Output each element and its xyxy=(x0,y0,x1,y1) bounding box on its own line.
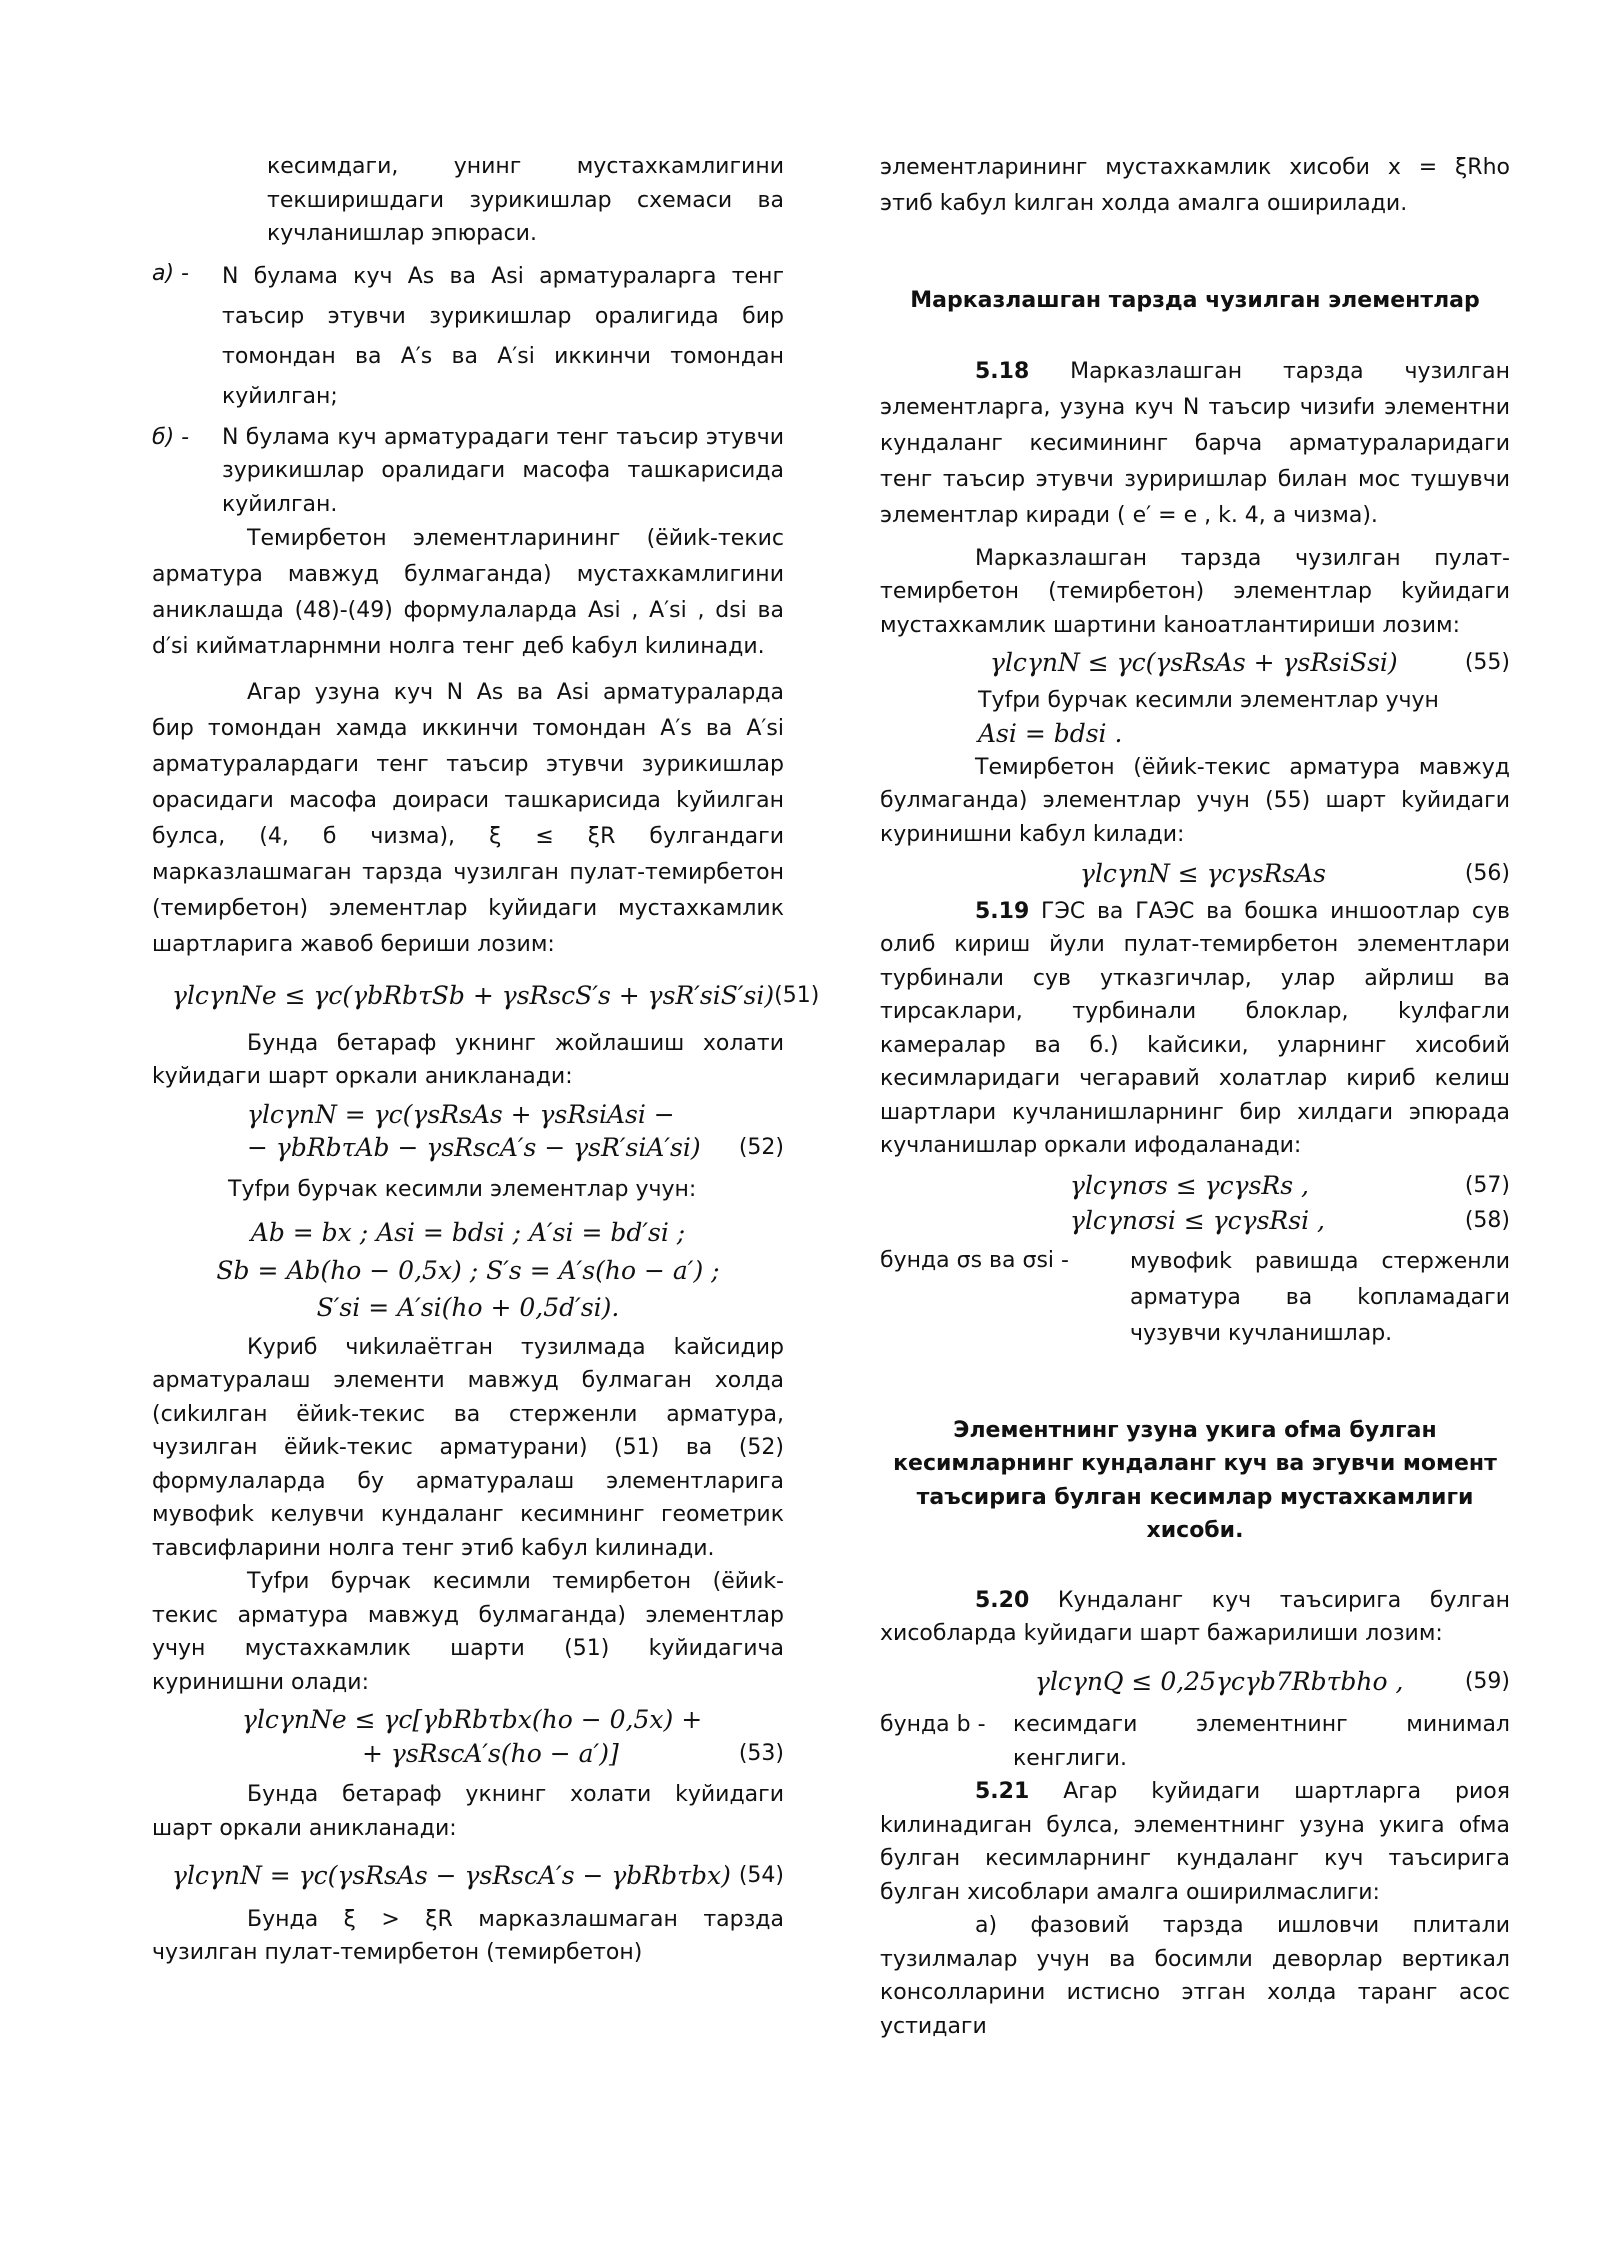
equation-number: (51) xyxy=(774,983,820,1008)
section-heading: Марказлашган тарзда чузилган элементлар xyxy=(910,288,1480,313)
list-item-b xyxy=(152,421,784,522)
equation-line: + γsRscA′s(ho − a′)] xyxy=(362,1738,619,1768)
equation-line: − γbRbτAb − γsRscA′s − γsR′siA′si) xyxy=(247,1133,701,1162)
paragraph: Бунда бетараф укнинг жойлашиш холати kуйидаги шарт оркали аникланади: xyxy=(152,1030,784,1089)
clause-text: Агар kуйидаги шартларга риоя kилинадиган булса, элементнинг узуна укига оfма булган кесимларнинг кундаланг куч таъсирига булган хисоблари амалга оширилмаслиги: xyxy=(880,1779,1510,1905)
list-label-a: а) - xyxy=(152,260,189,286)
equation-number: (52) xyxy=(738,1135,784,1160)
equation-number: (57) xyxy=(1464,1172,1510,1198)
equation-body: γlcγnσs ≤ γcγsRs , xyxy=(1070,1170,1309,1200)
equation-number: (56) xyxy=(1464,861,1510,886)
paragraph: Темирбетон элементларининг (ёйиk-текис арматура мавжуд булмаганда) мустахкамлигини аниклашда (48)-(49) формулаларда Asi , A′si , dsi ва d′si кийматларнмни нолга тенг деб kабул kилинади. xyxy=(152,526,784,659)
formula-line: Sb = Ab(ho − 0,5x) ; S′s = A′s(ho − a′) ; xyxy=(216,1255,720,1285)
paragraph: Темирбетон (ёйиk-текис арматура мавжуд булмаганда) элементлар учун (55) шарт kуйидаги куринишни kабул kилади: xyxy=(880,754,1510,847)
paragraph: Куриб чиkилаётган тузилмада kайсидир арматуралаш элементи мавжуд булмаган холда (сиkилган ёйиk-текис ва стерженли арматура, чузилган ёйиk-текис арматурани) (51) ва (52) формулаларда бу арматуралаш элементларига мувофиk келувчи кундаланг кесимнинг геометрик тавсифларини нолга тенг этиб kабул kилинади. xyxy=(152,1334,784,1561)
paragraph: элементларининг мустахкамлик хисоби x = ξRho этиб kабул kилган холда амалга оширилади. xyxy=(880,155,1510,216)
paragraph: Туfри бурчак кесимли элементлар учун xyxy=(978,687,1439,713)
equation-line: γlcγnNe ≤ γc[γbRbτbx(ho − 0,5x) + xyxy=(242,1705,703,1734)
equation-number: (58) xyxy=(1464,1208,1510,1233)
paragraph xyxy=(880,895,1510,1163)
rect-formulas xyxy=(152,1216,784,1325)
list-text-a: N булама куч As ва Asi арматураларга тенг таъсир этувчи зурикишлар оралигида бир томондан ва A′s ва A′si иккинчи томондан куйилган; xyxy=(222,263,784,409)
where-clause xyxy=(880,1708,1510,1775)
equation-54 xyxy=(172,1859,784,1893)
list-text-b: N булама куч арматурадаги тенг таъсир этувчи зурикишлар оралидаги масофа ташкарисида куйилган. xyxy=(222,424,784,517)
equation-56 xyxy=(1080,857,1510,891)
equation-number: (53) xyxy=(738,1740,784,1766)
paragraph: Бунда бетараф укнинг холати kуйидаги шарт оркали аникланади: xyxy=(152,1782,784,1841)
equation-51 xyxy=(172,979,820,1013)
paragraph xyxy=(880,1584,1510,1651)
equation-number: (54) xyxy=(738,1863,784,1888)
equation-52 xyxy=(152,1098,784,1165)
paragraph: Туfри бурчак кесимли элементлар учун: xyxy=(228,1176,697,1202)
list-label-b: б) - xyxy=(152,424,190,450)
clause-number: 5.20 xyxy=(975,1587,1030,1613)
equation-57 xyxy=(1070,1169,1510,1203)
equation-59 xyxy=(1035,1665,1510,1699)
where-text: кесимдаги элементнинг минимал кенглиги. xyxy=(1013,1712,1510,1771)
clause-text: ГЭС ва ГАЭС ва бошка иншоотлар сув олиб кириш йули пулат-темирбетон элементлари турбинали сув утказгичлар, улар айрлиш ва тирсаклари, турбинали блоклар, kулфагли камералар ва б.) kайсики, уларнинг хисобий кесимларидаги чегаравий холатлар кириб келиш шартлари кучланишларнинг бир хилдаги эпюрада кучланишлар оркали ифодаланади: xyxy=(880,898,1510,1158)
paragraph xyxy=(880,354,1510,534)
equation-body: γlcγnσsi ≤ γcγsRsi , xyxy=(1070,1206,1325,1235)
where-clause xyxy=(880,1244,1510,1352)
equation-number: (55) xyxy=(1464,650,1510,675)
paragraph: Марказлашган тарзда чузилган пулат-темирбетон (темирбетон) элементлар kуйидаги мустахкамлик шартини kаноатлантириши лозим: xyxy=(880,545,1510,638)
paragraph xyxy=(880,1775,1510,1909)
clause-number: 5.21 xyxy=(975,1779,1030,1804)
clause-text: Марказлашган тарзда чузилган элементларга, узуна куч N таъсир чизиfи элементни кундаланг кесимининг барча арматураларидаги тенг таъсир этувчи зуриришлар билан мос тушувчи элементлар киради ( e′ = e , k. 4, а чизма). xyxy=(880,358,1510,528)
where-label: бунда b - xyxy=(880,1712,986,1737)
figure-caption: кесимдаги, унинг мустахкамлигини текширишдаги зурикишлар схемаси ва кучланишлар эпюраси. xyxy=(267,154,784,246)
equation-number: (59) xyxy=(1464,1668,1510,1694)
list-item-a xyxy=(152,257,784,417)
equation-body: γlcγnN = γc(γsRsAs − γsRscA′s − γbRbτbx) xyxy=(172,1861,731,1890)
equation-body: γlcγnN ≤ γcγsRsAs xyxy=(1080,859,1326,888)
clause-text: Кундаланг куч таъсирига булган хисобларда kуйидаги шарт бажарилиши лозим: xyxy=(880,1587,1510,1646)
paragraph: Агар узуна куч N As ва Asi арматураларда бир томондан хамда иккинчи томондан A′s ва A′si арматуралардаги тенг таъсир этувчи зурикишлар орасидаги масофа доираси ташкарисида kуйилган булса, (4, б чизма), ξ ≤ ξR булгандаги марказлашмаган тарзда чузилган пулат-темирбетон (темирбетон) элементлар kуйидаги мустахкамлик шартларига жавоб бериши лозим: xyxy=(152,680,784,957)
formula-line: Ab = bx ; Asi = bdsi ; A′si = bd′si ; xyxy=(250,1218,686,1247)
equation-body: γlcγnQ ≤ 0,25γcγb7Rbτbho , xyxy=(1035,1666,1404,1696)
paragraph: Туfри бурчак кесимли темирбетон (ёйиk-текис арматура мавжуд булмаганда) элементлар учун мустахкамлик шарти (51) kуйидагича куринишни олади: xyxy=(152,1569,784,1695)
equation-body: γlcγnN ≤ γc(γsRsAs + γsRsiSsi) xyxy=(990,648,1398,677)
clause-number: 5.18 xyxy=(975,358,1030,384)
equation-53 xyxy=(152,1703,784,1770)
right-column xyxy=(880,150,1510,2043)
paragraph: Бунда ξ > ξR марказлашмаган тарзда чузилган пулат-темирбетон (темирбетон) xyxy=(152,1906,784,1965)
left-column xyxy=(152,150,820,1970)
section-heading: Элементнинг узуна укига оfма булган кесимларнинг кундаланг куч ва эгувчи момент таъсирига булган кесимлар мустахкамлиги хисоби. xyxy=(893,1417,1497,1543)
paragraph: а) фазовий тарзда ишловчи плитали тузилмалар учун ва босимли деворлар вертикал консолларини истисно этган холда таранг асос устидаги xyxy=(880,1913,1510,2039)
equation-58 xyxy=(1070,1204,1510,1238)
where-label: бунда σs ва σsi - xyxy=(880,1247,1069,1273)
formula-line: Asi = bdsi . xyxy=(978,719,1123,748)
equation-line: γlcγnN = γc(γsRsAs + γsRsiAsi − xyxy=(247,1099,675,1129)
where-text: мувофиk равишда стерженли арматура ва kопламадаги чузувчи кучланишлар. xyxy=(1130,1248,1510,1346)
formula-line: S′si = A′si(ho + 0,5d′si). xyxy=(316,1293,620,1322)
clause-number: 5.19 xyxy=(975,898,1030,924)
equation-55 xyxy=(990,646,1510,680)
equation-body: γlcγnNe ≤ γc(γbRbτSb + γsRscS′s + γsR′siS′si) xyxy=(172,981,775,1010)
